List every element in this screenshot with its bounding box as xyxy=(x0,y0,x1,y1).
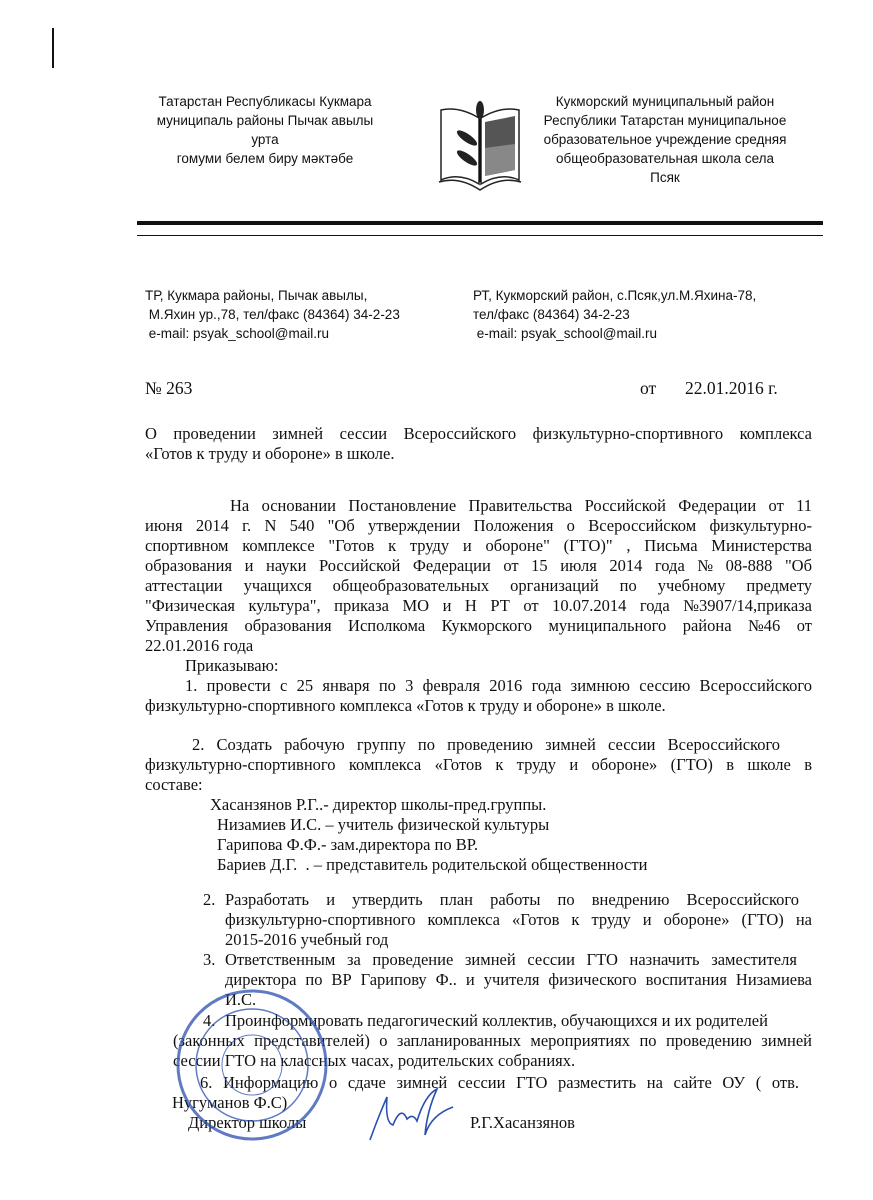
basis-line: Управления образования Исполкома Кукморского муниципального района №46 от xyxy=(145,616,812,635)
subject-line: «Готов к труду и обороне» в школе. xyxy=(145,444,395,463)
address-line: РТ, Кукморский район, с.Псяк,ул.М.Яхина-78, xyxy=(473,288,757,303)
basis-line: спортивном комплексе "Готов к труду и обороне" (ГТО)" , Письма Министерства xyxy=(145,536,812,555)
list-line: физкультурно-спортивного комплекса «Готов к труду и обороне» (ГТО) на xyxy=(225,910,812,929)
list-line: 2015-2016 учебный год xyxy=(225,930,389,949)
member: Низамиев И.С. – учитель физической культуры xyxy=(217,815,550,834)
list-number: 4. xyxy=(203,1011,216,1030)
header-tatar xyxy=(145,92,385,168)
order-word: Приказываю: xyxy=(185,656,279,675)
subject-line: О проведении зимней сессии Всероссийского физкультурно-спортивного комплекса xyxy=(145,424,812,443)
member: Хасанзянов Р.Г..- директор школы-пред.группы. xyxy=(210,795,547,814)
list-number: 3. xyxy=(203,950,216,969)
address-russian xyxy=(473,286,756,343)
school-logo-icon xyxy=(437,100,523,192)
doc-date-prefix: от xyxy=(640,378,657,398)
list-line: директора по ВР Гарипову Ф.. и учителя физического воспитания Низамиева xyxy=(225,970,812,989)
school-stamp-icon xyxy=(172,985,332,1145)
basis-line: июня 2014 г. N 540 "Об утверждении Положения о Всероссийском физкультурно- xyxy=(145,516,812,535)
basis-line: "Физическая культура", приказа МО и Н РТ от 10.07.2014 года №3907/14,приказа xyxy=(145,596,812,615)
header-russian xyxy=(540,92,790,187)
item2-line: составе: xyxy=(145,775,203,794)
basis-line: аттестации учащихся общеобразовательных организаций по учебному предмету xyxy=(145,576,812,595)
item1-line: физкультурно-спортивного комплекса «Готов к труду и обороне» в школе. xyxy=(145,696,666,715)
address-line: e-mail: psyak_school@mail.ru xyxy=(473,326,658,341)
address-line: ТР, Кукмара районы, Пычак авылы, xyxy=(145,288,368,303)
signature-icon xyxy=(365,1085,460,1145)
item6-line: 6. Информацию о сдаче зимней сессии ГТО разместить на сайте ОУ ( отв. xyxy=(200,1073,799,1092)
address-line: тел/факс (84364) 34-2-23 xyxy=(473,307,630,322)
list-line: (законных представителей) о запланированных мероприятиях по проведению зимней xyxy=(173,1031,812,1050)
item2-line: физкультурно-спортивного комплекса «Готов к труду и обороне» (ГТО) в школе в xyxy=(145,755,812,774)
header-line: образовательное учреждение средняя xyxy=(543,132,787,147)
address-line: М.Яхин ур.,78, тел/факс (84364) 34-2-23 xyxy=(145,307,400,322)
list-line: И.С. xyxy=(225,990,257,1009)
list-line: Разработать и утвердить план работы по внедрению Всероссийского xyxy=(225,890,799,909)
basis-line: образования и науки Российской Федерации от 15 июля 2014 года № 08-888 "Об xyxy=(145,556,812,575)
list-number: 2. xyxy=(203,890,216,909)
header-thick-rule xyxy=(137,221,823,225)
signature-name: Р.Г.Хасанзянов xyxy=(470,1113,575,1132)
header-line: Республики Татарстан муниципальное xyxy=(543,113,787,128)
item2-line: 2. Создать рабочую группу по проведению зимней сессии Всероссийского xyxy=(192,735,781,754)
header-line: Кукморский муниципальный район xyxy=(555,94,775,109)
signature-title: Директор школы xyxy=(188,1113,307,1132)
list-line: Проинформировать педагогический коллектив, обучающихся и их родителей xyxy=(225,1011,768,1030)
member: Бариев Д.Г. . – представитель родительской общественности xyxy=(217,855,648,874)
address-line: e-mail: psyak_school@mail.ru xyxy=(145,326,330,341)
basis-line: На основании Постановление Правительства Российской Федерации от 11 xyxy=(230,496,812,515)
doc-date: 22.01.2016 г. xyxy=(685,378,778,398)
list-line: Ответственным за проведение зимней сессии ГТО назначить заместителя xyxy=(225,950,797,969)
header-line: муниципаль районы Пычак авылы урта xyxy=(156,113,374,147)
item6-line: Нугуманов Ф.С) xyxy=(172,1093,288,1112)
member: Гарипова Ф.Ф.- зам.директора по ВР. xyxy=(217,835,478,854)
header-line: общеобразовательная школа села Псяк xyxy=(555,151,775,185)
address-tatar xyxy=(145,286,400,343)
doc-number: № 263 xyxy=(145,378,193,398)
basis-line: 22.01.2016 года xyxy=(145,636,254,655)
header-line: гомуми белем биру мәктәбе xyxy=(176,151,354,166)
item1-line: 1. провести с 25 января по 3 февраля 2016 года зимнюю сессию Всероссийского xyxy=(185,676,812,695)
header-thin-rule xyxy=(137,235,823,236)
list-line: сессии ГТО на классных часах, родительских собраниях. xyxy=(173,1051,576,1070)
scan-mark xyxy=(52,28,54,68)
header-line: Татарстан Республикасы Кукмара xyxy=(158,94,372,109)
